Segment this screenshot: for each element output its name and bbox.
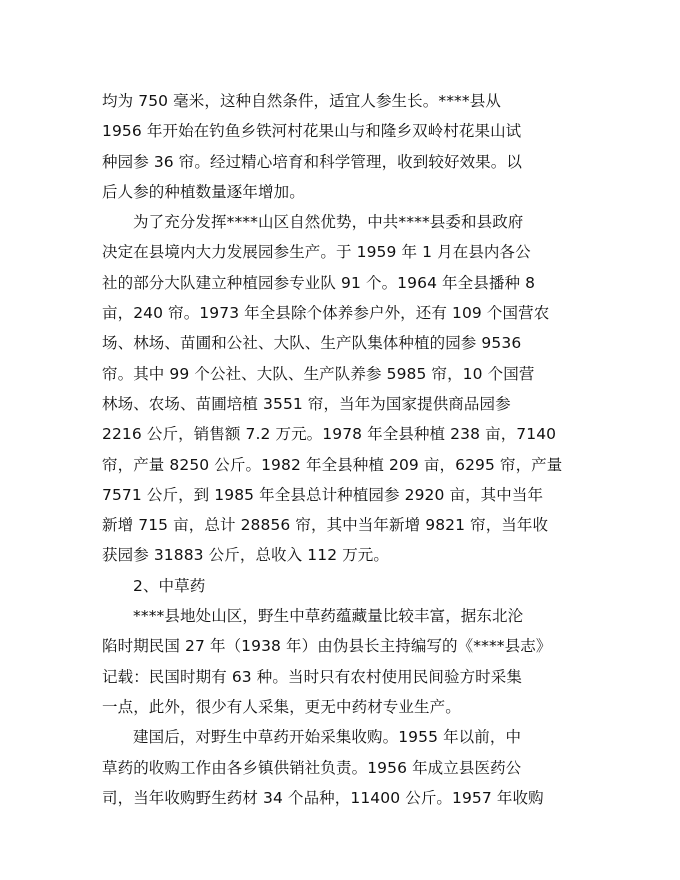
- text-line: 2216 公斤，销售额 7.2 万元。1978 年全县种植 238 亩，7140: [102, 425, 557, 444]
- text-line: 1956 年开始在钓鱼乡铁河村花果山与和隆乡双岭村花果山试: [102, 122, 522, 141]
- text-line: 7571 公斤，到 1985 年全县总计种植园参 2920 亩，其中当年: [102, 485, 544, 504]
- text-line: 司，当年收购野生药材 34 个品种，11400 公斤。1957 年收购: [102, 788, 544, 807]
- text-line: 记载：民国时期有 63 种。当时只有农村使用民间验方时采集: [102, 667, 522, 686]
- text-line: 决定在县境内大力发展园参生产。于 1959 年 1 月在县内各公: [102, 243, 531, 262]
- document-body: [102, 86, 582, 813]
- text-line: 场、林场、苗圃和公社、大队、生产队集体种植的园参 9536: [102, 334, 522, 353]
- text-line: 帘，产量 8250 公斤。1982 年全县种植 209 亩，6295 帘，产量: [102, 455, 563, 474]
- text-line: 草药的收购工作由各乡镇供销社负责。1956 年成立县医药公: [102, 758, 522, 777]
- paragraph-start-line: ****县地处山区，野生中草药蕴藏量比较丰富，据东北沦: [133, 607, 524, 626]
- paragraph-start-line: 为了充分发挥****山区自然优势，中共****县委和县政府: [133, 213, 524, 232]
- text-line: 陷时期民国 27 年（1938 年）由伪县长主持编写的《****县志》: [102, 637, 552, 656]
- text-line: 帘。其中 99 个公社、大队、生产队养参 5985 帘，10 个国营: [102, 364, 535, 383]
- text-line: 后人参的种植数量逐年增加。: [102, 182, 305, 201]
- text-line: 一点，此外，很少有人采集，更无中药材专业生产。: [102, 697, 461, 716]
- section-heading: 2、中草药: [133, 576, 206, 595]
- text-line: 新增 715 亩，总计 28856 帘，其中当年新增 9821 帘，当年收: [102, 516, 549, 535]
- text-line: 林场、农场、苗圃培植 3551 帘，当年为国家提供商品园参: [102, 394, 511, 413]
- text-line: 亩，240 帘。1973 年全县除个体养参户外，还有 109 个国营农: [102, 304, 550, 323]
- text-line: 种园参 36 帘。经过精心培育和科学管理，收到较好效果。以: [102, 152, 522, 171]
- text-line: 均为 750 毫米，这种自然条件，适宜人参生长。****县从: [102, 92, 501, 110]
- paragraph-start-line: 建国后，对野生中草药开始采集收购。1955 年以前，中: [133, 728, 522, 747]
- text-line: 获园参 31883 公斤，总收入 112 万元。: [102, 546, 390, 565]
- text-line: 社的部分大队建立种植园参专业队 91 个。1964 年全县播种 8: [102, 273, 536, 292]
